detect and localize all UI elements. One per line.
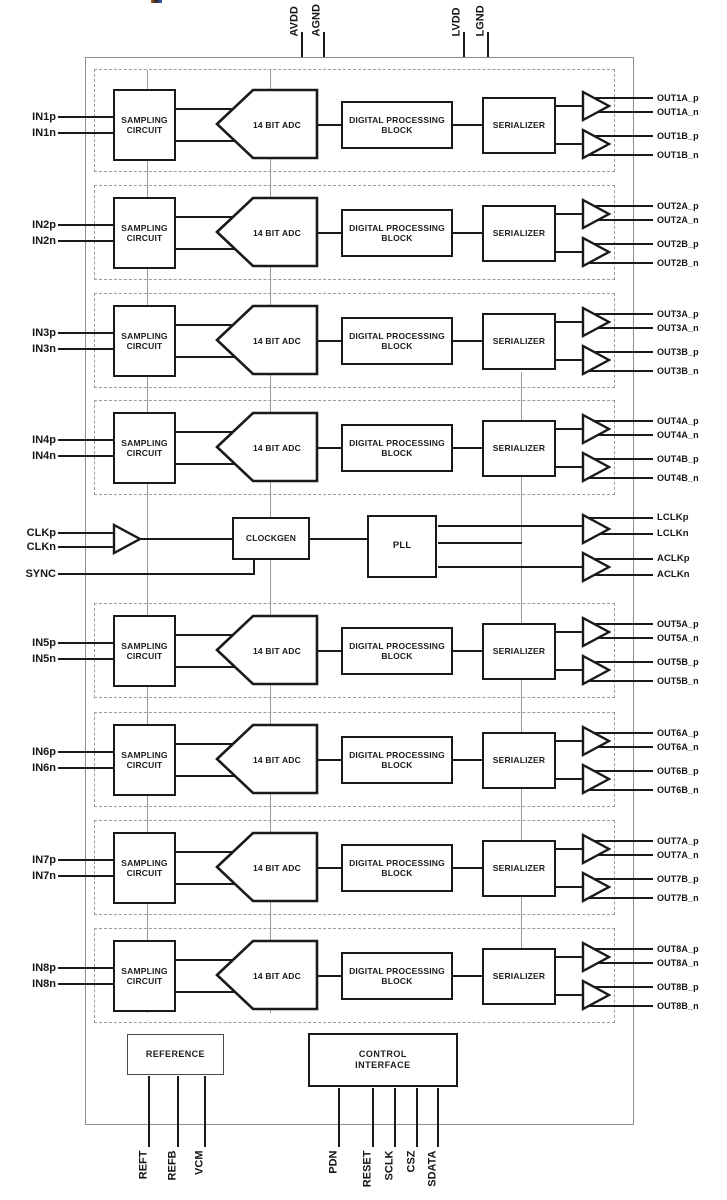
lvds-buffer-icon	[581, 305, 612, 339]
input-wire	[58, 573, 255, 576]
input-wire	[58, 642, 115, 645]
pin-label-out2a_n: OUT2A_n	[657, 215, 699, 225]
wire	[438, 525, 584, 528]
pin-label-out3a_n: OUT3A_n	[657, 323, 699, 333]
block-label: DIGITAL PROCESSING	[349, 437, 445, 448]
pin-label-in7n: IN7n	[32, 870, 56, 882]
lvds-buffer-icon	[581, 197, 612, 231]
clockgen-block	[232, 517, 310, 560]
block-label: CIRCUIT	[126, 125, 163, 135]
serializer-block-ch8	[482, 948, 556, 1005]
digital-processing-block-ch6	[341, 736, 453, 784]
input-wire	[58, 455, 115, 458]
pin-label-out2b_n: OUT2B_n	[657, 258, 699, 268]
wire	[438, 542, 522, 544]
block-label: BLOCK	[381, 233, 413, 243]
pin-label-out8a_p: OUT8A_p	[657, 944, 699, 954]
block-label: SAMPLING	[121, 749, 168, 760]
block-label: BLOCK	[381, 868, 413, 878]
block-label: SAMPLING	[121, 114, 168, 125]
pin-label-out4a_n: OUT4A_n	[657, 430, 699, 440]
pin-label-out4b_p: OUT4B_p	[657, 454, 699, 464]
pin-label-lvdd: LVDD	[450, 6, 463, 36]
pin-label-clkn: CLKn	[26, 541, 56, 553]
block-label: SERIALIZER	[492, 863, 546, 874]
input-wire	[58, 546, 116, 549]
block-label: DIGITAL PROCESSING	[349, 330, 445, 341]
input-wire	[58, 348, 115, 351]
adc-block-label: 14 BIT ADC	[253, 646, 301, 656]
pin-label-sclk: SCLK	[383, 1150, 396, 1180]
block-label: SERIALIZER	[492, 646, 546, 657]
input-wire	[58, 859, 115, 862]
lvds-buffer-icon	[581, 412, 612, 446]
block-label: SERIALIZER	[492, 120, 546, 131]
lvds-buffer-icon	[581, 450, 612, 484]
input-wire	[58, 532, 116, 535]
block-label: SERIALIZER	[492, 971, 546, 982]
pin-label-in6n: IN6n	[32, 762, 56, 774]
control-pin-stem	[394, 1088, 397, 1147]
pin-label-reset: RESET	[361, 1150, 374, 1187]
sampling-circuit-block-ch2	[113, 197, 176, 269]
block-label: DIGITAL PROCESSING	[349, 114, 445, 125]
input-wire	[58, 439, 115, 442]
pin-label-in4p: IN4p	[32, 434, 56, 446]
digital-processing-block-ch2	[341, 209, 453, 257]
block-label: SAMPLING	[121, 222, 168, 233]
pin-label-out3b_p: OUT3B_p	[657, 347, 699, 357]
pin-label-in3p: IN3p	[32, 327, 56, 339]
block-label: SERIALIZER	[492, 755, 546, 766]
pin-label-out8a_n: OUT8A_n	[657, 958, 699, 968]
pin-label-aclkn: ACLKn	[657, 569, 690, 580]
pin-label-in2n: IN2n	[32, 235, 56, 247]
pin-label-in2p: IN2p	[32, 219, 56, 231]
block-label: SERIALIZER	[492, 228, 546, 239]
wire	[451, 759, 484, 762]
lvds-buffer-icon	[581, 724, 612, 758]
pin-label-out5a_n: OUT5A_n	[657, 633, 699, 643]
pin-label-vcm: VCM	[193, 1150, 206, 1175]
pin-label-out6a_n: OUT6A_n	[657, 742, 699, 752]
pin-label-in5n: IN5n	[32, 653, 56, 665]
lvds-buffer-icon	[581, 978, 612, 1012]
adc-block-label: 14 BIT ADC	[253, 228, 301, 238]
clock-buffer-icon	[112, 522, 143, 556]
pin-label-csz: CSZ	[405, 1150, 418, 1172]
digital-processing-block-ch4	[341, 424, 453, 472]
pin-label-in1n: IN1n	[32, 127, 56, 139]
adc-block-label: 14 BIT ADC	[253, 863, 301, 873]
lvds-buffer-icon	[581, 653, 612, 687]
scan-artifact	[151, 0, 162, 3]
block-label: CIRCUIT	[126, 341, 163, 351]
sampling-circuit-block-ch8	[113, 940, 176, 1012]
pin-label-refb: REFB	[166, 1150, 179, 1180]
control-pin-stem	[372, 1088, 375, 1147]
lvds-buffer-icon	[581, 127, 612, 161]
lvds-buffer-icon	[581, 832, 612, 866]
pin-label-sdata: SDATA	[426, 1150, 439, 1187]
reference-block	[127, 1034, 224, 1075]
block-label: CIRCUIT	[126, 868, 163, 878]
pin-label-in8n: IN8n	[32, 978, 56, 990]
serializer-block-ch5	[482, 623, 556, 680]
block-label: CIRCUIT	[126, 976, 163, 986]
reference-pin-stem	[204, 1076, 207, 1147]
pin-label-in1p: IN1p	[32, 111, 56, 123]
pin-label-out1a_n: OUT1A_n	[657, 107, 699, 117]
serializer-block-ch4	[482, 420, 556, 477]
wire	[451, 867, 484, 870]
pin-label-out7a_p: OUT7A_p	[657, 836, 699, 846]
pin-label-out5b_n: OUT5B_n	[657, 676, 699, 686]
sampling-circuit-block-ch4	[113, 412, 176, 484]
input-wire	[58, 132, 115, 135]
wire	[451, 232, 484, 235]
block-label: BLOCK	[381, 125, 413, 135]
pin-label-aclkp: ACLKp	[657, 553, 690, 564]
lvds-buffer-icon	[581, 940, 612, 974]
input-wire	[58, 751, 115, 754]
wire	[451, 124, 484, 127]
pin-label-out1a_p: OUT1A_p	[657, 93, 699, 103]
pin-label-out1b_p: OUT1B_p	[657, 131, 699, 141]
block-label: BLOCK	[381, 341, 413, 351]
wire	[451, 340, 484, 343]
lvds-buffer-icon	[581, 89, 612, 123]
input-wire	[58, 875, 115, 878]
sampling-circuit-block-ch7	[113, 832, 176, 904]
control-pin-stem	[416, 1088, 419, 1147]
serializer-block-ch2	[482, 205, 556, 262]
block-label: CIRCUIT	[126, 233, 163, 243]
pin-label-out6b_p: OUT6B_p	[657, 766, 699, 776]
pin-label-out7b_p: OUT7B_p	[657, 874, 699, 884]
block-label: SAMPLING	[121, 330, 168, 341]
adc-block-label: 14 BIT ADC	[253, 755, 301, 765]
pin-label-out4b_n: OUT4B_n	[657, 473, 699, 483]
sampling-circuit-block-ch5	[113, 615, 176, 687]
pin-label-in7p: IN7p	[32, 854, 56, 866]
wire	[310, 538, 367, 541]
block-label: REFERENCE	[145, 1049, 205, 1060]
pin-label-out5a_p: OUT5A_p	[657, 619, 699, 629]
block-label: CLOCKGEN	[245, 533, 297, 544]
digital-processing-block-ch5	[341, 627, 453, 675]
serializer-block-ch6	[482, 732, 556, 789]
block-label: CIRCUIT	[126, 760, 163, 770]
pin-label-sync: SYNC	[25, 568, 56, 580]
pin-label-out8b_n: OUT8B_n	[657, 1001, 699, 1011]
block-label: DIGITAL PROCESSING	[349, 222, 445, 233]
lvds-buffer-icon	[581, 870, 612, 904]
adc-block-label: 14 BIT ADC	[253, 120, 301, 130]
pll-block	[367, 515, 437, 578]
block-label: SERIALIZER	[492, 443, 546, 454]
wire	[451, 447, 484, 450]
pin-label-in6p: IN6p	[32, 746, 56, 758]
control-pin-stem	[437, 1088, 440, 1147]
input-wire	[58, 240, 115, 243]
pin-label-out6b_n: OUT6B_n	[657, 785, 699, 795]
sampling-circuit-block-ch6	[113, 724, 176, 796]
pin-label-out7a_n: OUT7A_n	[657, 850, 699, 860]
input-wire	[58, 967, 115, 970]
block-label: SAMPLING	[121, 640, 168, 651]
pin-label-out5b_p: OUT5B_p	[657, 657, 699, 667]
pin-label-in5p: IN5p	[32, 637, 56, 649]
control-interface-block	[308, 1033, 458, 1087]
control-pin-stem	[338, 1088, 341, 1147]
input-wire	[58, 116, 115, 119]
pin-label-out3b_n: OUT3B_n	[657, 366, 699, 376]
input-wire	[58, 658, 115, 661]
block-label: DIGITAL PROCESSING	[349, 640, 445, 651]
wire	[438, 566, 584, 568]
input-wire	[58, 332, 115, 335]
pin-label-out4a_p: OUT4A_p	[657, 416, 699, 426]
pin-label-agnd: AGND	[310, 3, 323, 36]
lvds-buffer-icon	[581, 343, 612, 377]
block-label: CIRCUIT	[126, 448, 163, 458]
sampling-circuit-block-ch1	[113, 89, 176, 161]
block-label: CIRCUIT	[126, 651, 163, 661]
lvds-buffer-icon	[581, 512, 612, 546]
wire	[138, 538, 234, 541]
adc-block-label: 14 BIT ADC	[253, 336, 301, 346]
block-label: PLL	[392, 540, 412, 552]
pin-label-in3n: IN3n	[32, 343, 56, 355]
block-label: SERIALIZER	[492, 336, 546, 347]
pin-label-avdd: AVDD	[288, 5, 301, 36]
lvds-buffer-icon	[581, 550, 612, 584]
digital-processing-block-ch3	[341, 317, 453, 365]
pin-label-reft: REFT	[137, 1150, 150, 1179]
pin-label-lclkp: LCLKp	[657, 512, 689, 523]
pin-label-in8p: IN8p	[32, 962, 56, 974]
adc-block-label: 14 BIT ADC	[253, 443, 301, 453]
pin-label-out8b_p: OUT8B_p	[657, 982, 699, 992]
block-label: SAMPLING	[121, 857, 168, 868]
block-label: SAMPLING	[121, 437, 168, 448]
block-label: BLOCK	[381, 976, 413, 986]
block-label: SAMPLING	[121, 965, 168, 976]
input-wire	[58, 983, 115, 986]
pin-label-out6a_p: OUT6A_p	[657, 728, 699, 738]
sampling-circuit-block-ch3	[113, 305, 176, 377]
pin-label-pdn: PDN	[327, 1150, 340, 1174]
lvds-buffer-icon	[581, 615, 612, 649]
pin-label-out2b_p: OUT2B_p	[657, 239, 699, 249]
pin-label-lclkn: LCLKn	[657, 528, 689, 539]
block-label: BLOCK	[381, 760, 413, 770]
reference-pin-stem	[148, 1076, 151, 1147]
digital-processing-block-ch8	[341, 952, 453, 1000]
lvds-buffer-icon	[581, 762, 612, 796]
pin-label-out7b_n: OUT7B_n	[657, 893, 699, 903]
wire	[451, 975, 484, 978]
input-wire	[58, 224, 115, 227]
pin-label-in4n: IN4n	[32, 450, 56, 462]
input-wire	[58, 767, 115, 770]
wire	[253, 559, 256, 575]
pin-label-clkp: CLKp	[26, 527, 56, 539]
pin-label-out1b_n: OUT1B_n	[657, 150, 699, 160]
adc-block-label: 14 BIT ADC	[253, 971, 301, 981]
block-label: CONTROL	[358, 1049, 407, 1060]
serializer-block-ch1	[482, 97, 556, 154]
serializer-block-ch7	[482, 840, 556, 897]
digital-processing-block-ch1	[341, 101, 453, 149]
pin-label-lgnd: LGND	[474, 4, 487, 36]
pin-label-out2a_p: OUT2A_p	[657, 201, 699, 211]
digital-processing-block-ch7	[341, 844, 453, 892]
serializer-block-ch3	[482, 313, 556, 370]
block-label: BLOCK	[381, 448, 413, 458]
block-label: DIGITAL PROCESSING	[349, 857, 445, 868]
lvds-buffer-icon	[581, 235, 612, 269]
block-label: INTERFACE	[355, 1059, 411, 1070]
block-label: DIGITAL PROCESSING	[349, 749, 445, 760]
pin-label-out3a_p: OUT3A_p	[657, 309, 699, 319]
block-label: DIGITAL PROCESSING	[349, 965, 445, 976]
wire	[451, 650, 484, 653]
block-label: BLOCK	[381, 651, 413, 661]
reference-pin-stem	[177, 1076, 180, 1147]
